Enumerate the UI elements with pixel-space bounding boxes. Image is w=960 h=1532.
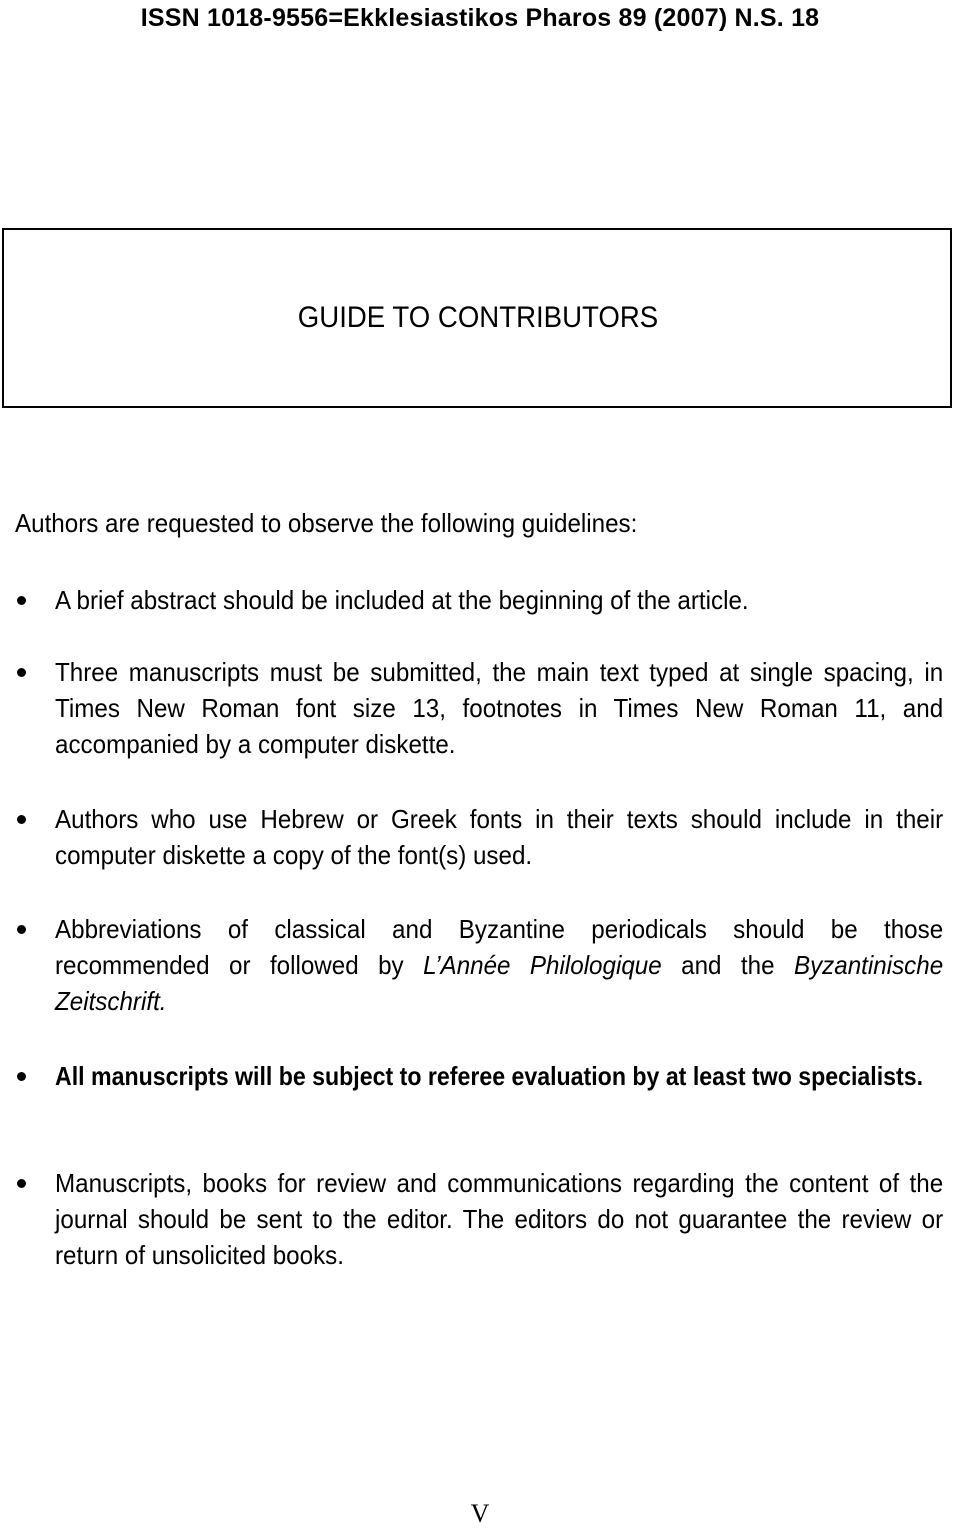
abbreviations-connector: and the <box>661 950 794 980</box>
bullet-dot-icon <box>17 1072 26 1081</box>
bullet-dot-icon <box>17 925 26 934</box>
journal-citation-header: ISSN 1018-9556=Ekklesiastikos Pharos 89 (2007) N.S. 18 <box>140 4 820 32</box>
bullet-dot-icon <box>17 668 26 677</box>
intro-text: Authors are requested to observe the following guidelines: <box>15 508 638 538</box>
guideline-text <box>55 911 943 1019</box>
bullet-dot-icon <box>17 596 26 605</box>
abbreviations-text: Abbreviations of classical and Byzantine periodicals should be those recommended or followed by <box>55 914 944 980</box>
guideline-text: Manuscripts, books for review and communications regarding the content of the journal should be sent to the editor. The editors do not guarantee the review or return of unsolicited books. <box>55 1168 944 1270</box>
page-number: V <box>470 1499 490 1528</box>
guideline-text: Three manuscripts must be submitted, the main text typed at single spacing, in Times New Roman font size 13, footnotes in Times New Roman 11, and accompanied by a computer diskette. <box>55 657 944 759</box>
guideline-text: All manuscripts will be subject to referee evaluation by at least two specialists. <box>55 1061 924 1091</box>
bullet-dot-icon <box>17 1179 26 1188</box>
annee-philologique-title: L’Année Philologique <box>423 950 662 980</box>
page-title: GUIDE TO CONTRIBUTORS <box>297 301 659 334</box>
bullet-dot-icon <box>17 815 26 824</box>
byzantinische-zeitschrift-title: Byzantinische Zeitschrift. <box>55 950 944 1016</box>
guideline-text: A brief abstract should be included at the beginning of the article. <box>55 585 749 615</box>
guideline-text: Authors who use Hebrew or Greek fonts in their texts should include in their computer diskette a copy of the font(s) used. <box>55 804 944 870</box>
